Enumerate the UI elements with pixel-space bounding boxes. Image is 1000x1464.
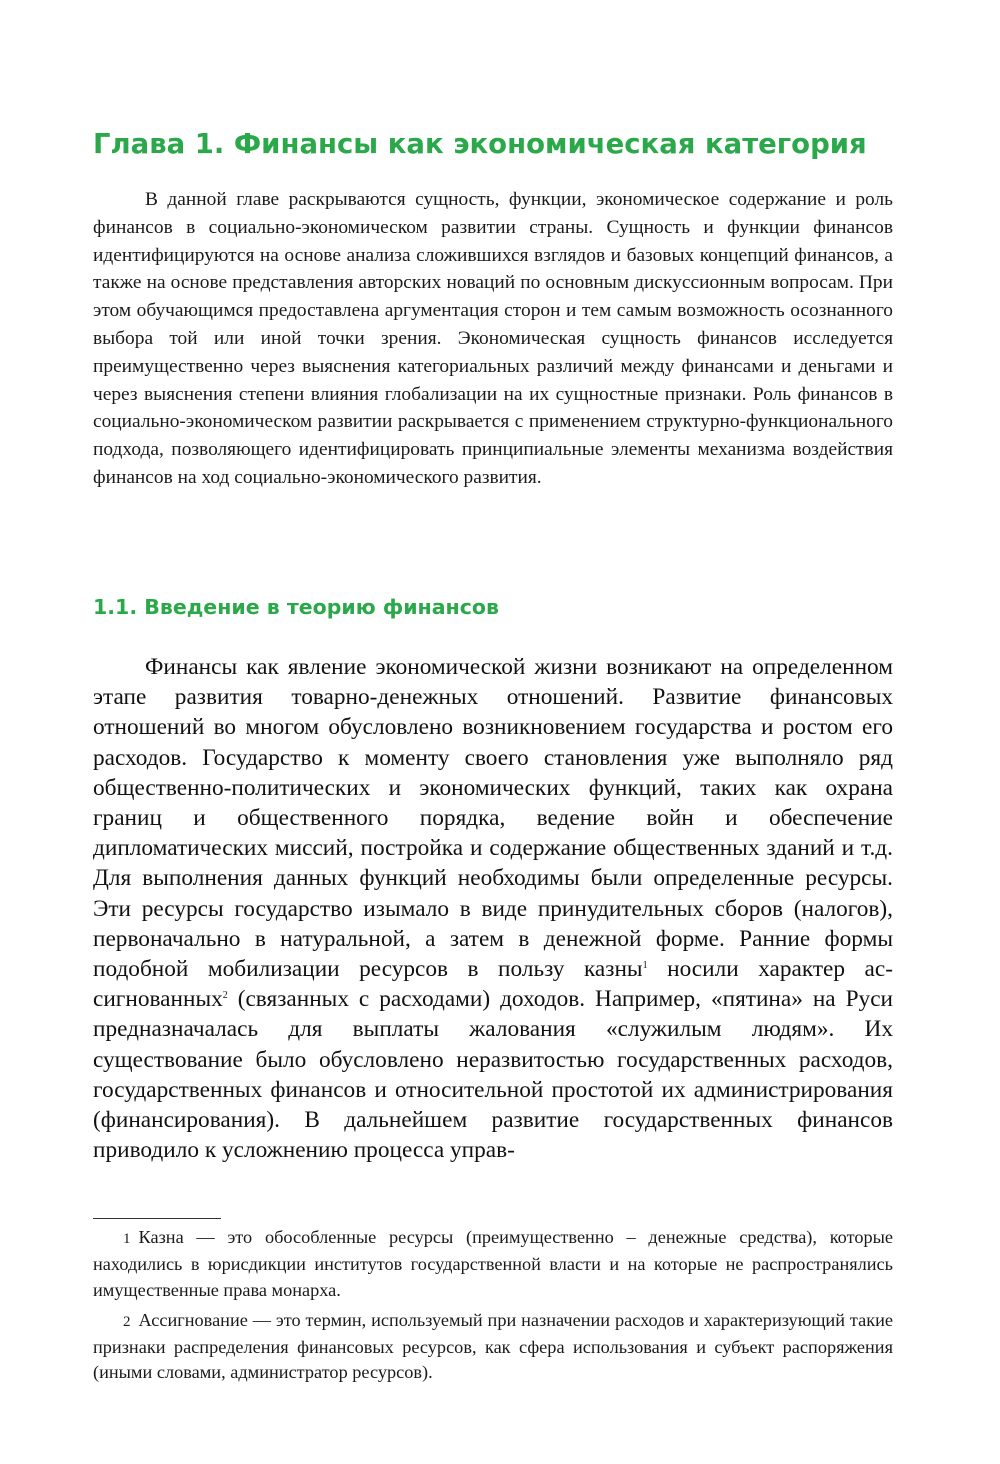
footnote-1 <box>93 1225 893 1303</box>
footnotes <box>93 1225 893 1391</box>
chapter-title: Глава 1. Финансы как экономическая категория <box>93 128 867 160</box>
footnote-2 <box>93 1308 893 1386</box>
footnote-number: 1 <box>123 1231 131 1247</box>
footnote-ref-1[interactable]: 1 <box>642 960 648 972</box>
section-title: 1.1. Введение в теорию финансов <box>93 595 499 619</box>
section-text-part1: Финансы как явление экономической жизни возникают на определенном этапе развития товарно-денежных отношений. Развитие финансовых отношений во многом обусловлено возникновением государства и ростом его расходов. Государство к моменту своего становления уже выполняло ряд общественно-политических и экономических функций, таких как охрана границ и общественного порядка, ведение войн и обеспечение дипломатических миссий, постройка и содержание общественных зданий и т.д. Для выполнения данных функций необходимы были определенные ресурсы. Эти ресурсы государство изымало в виде принудительных сборов (налогов), первоначально в натуральной, а затем в денежной форме. Ранние формы подобной мобилизации ресурсов в пользу казны <box>93 654 893 983</box>
footnote-text: Ассигнование — это термин, используемый при назначении расходов и характеризующий такие признаки распределения финансовых ресурсов, как сфера использования и субъект распоряжения (иными словами, администратор ресурсов). <box>93 1309 893 1383</box>
footnote-ref-2[interactable]: 2 <box>222 990 228 1002</box>
footnote-number: 2 <box>123 1313 131 1330</box>
section-text-part2: носили характер ассигнованных <box>93 956 893 1013</box>
section-text-part3: (связанных с расходами) доходов. Например, «пятина» на Руси предназначалась для выплаты жалования «служилым людям». Их существование было обусловлено неразвитостью государственных расходов, государственных финансов и относительной простотой их администрирования (финансирования). В дальнейшем развитие государственных финансов приводило к усложнению процесса управ- <box>93 986 893 1164</box>
section-body <box>93 652 893 1165</box>
footnote-separator <box>93 1218 221 1219</box>
chapter-intro <box>93 186 893 492</box>
section-paragraph <box>93 652 893 1165</box>
chapter-intro-paragraph: В данной главе раскрываются сущность, функции, экономическое содержание и роль финансов в социально-экономическом развитии страны. Сущность и функции финансов идентифицируются на основе анализа сложившихся взглядов и базовых концепций финансов, а также на основе представления авторских новаций по основным дискуссионным вопросам. При этом обучающимся предоставлена аргументация сторон и тем самым возможность осознанного выбора той или иной точки зрения. Экономическая сущность финансов исследуется преимущественно через выяснения категориальных различий между финансами и деньгами и через выяснения степени влияния глобализации на их сущностные признаки. Роль финансов в социально-экономическом развитии раскрывается с применением структурно-функционального подхода, позволяющего идентифицировать принципиальные элементы механизма воздействия финансов на ход социально-экономического развития. <box>93 189 893 488</box>
footnote-text: Казна — это обособленные ресурсы (преимущественно – денежные средства), которые находились в юрисдикции институтов государственной власти и на которые не распространялись имущественные права монарха. <box>93 1227 893 1300</box>
